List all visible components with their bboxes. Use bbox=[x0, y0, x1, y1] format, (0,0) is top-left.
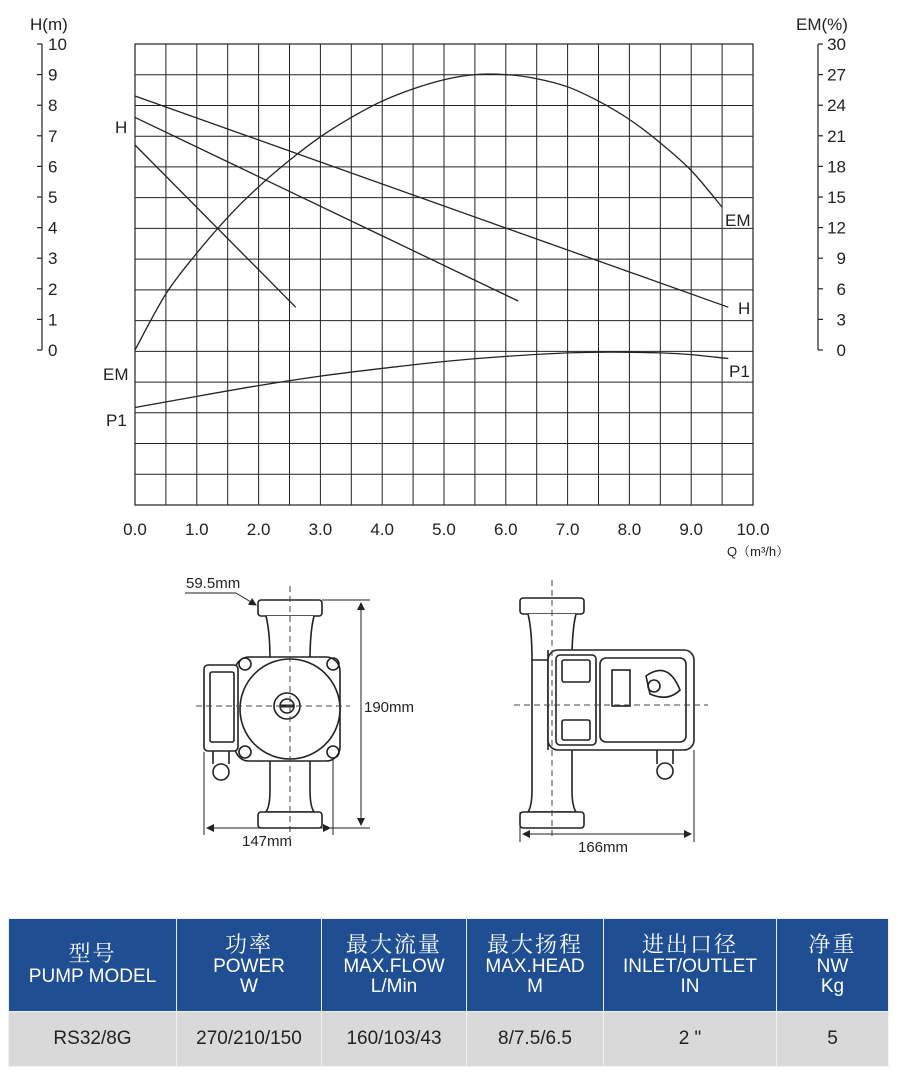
curve-label-h-left: H bbox=[115, 118, 128, 137]
right-axis-tick-label: 18 bbox=[827, 157, 846, 177]
curve-h-medium bbox=[135, 117, 518, 301]
x-axis-title: Q（m³/h） bbox=[727, 544, 790, 559]
left-axis-tick-label: 6 bbox=[48, 157, 58, 177]
dimension-drawings bbox=[0, 560, 898, 860]
spec-table-header-row bbox=[9, 919, 889, 1012]
right-axis-tick-label: 21 bbox=[827, 126, 846, 146]
height-dimension-label: 190mm bbox=[364, 699, 415, 716]
cell-inlet-outlet: 2 " bbox=[604, 1012, 777, 1067]
cell-power: 270/210/150 bbox=[177, 1012, 322, 1067]
right-axis bbox=[818, 35, 846, 360]
chart-grid bbox=[135, 44, 753, 505]
left-axis-tick-label: 3 bbox=[48, 249, 58, 269]
front-width-dimension-label: 147mm bbox=[242, 833, 293, 850]
left-axis-tick-label: 4 bbox=[48, 218, 58, 238]
curve-label-h: H bbox=[738, 299, 751, 318]
curve-em bbox=[135, 74, 722, 350]
x-axis-tick-label: 10.0 bbox=[736, 520, 770, 539]
curve-p1 bbox=[135, 352, 728, 407]
x-axis-tick-label: 0.0 bbox=[123, 520, 147, 539]
curve-label-p1: P1 bbox=[729, 362, 750, 381]
left-axis-tick-label: 5 bbox=[48, 188, 58, 207]
header-power: 功率 POWER W bbox=[177, 919, 322, 1012]
right-axis-tick-label: 12 bbox=[827, 218, 846, 238]
x-axis-tick-label: 6.0 bbox=[493, 520, 518, 539]
header-inlet-outlet: 进出口径 INLET/OUTLET IN bbox=[604, 919, 777, 1012]
right-axis-tick-label: 0 bbox=[836, 341, 846, 360]
right-axis-tick-label: 27 bbox=[827, 65, 846, 85]
curve-label-em: EM bbox=[725, 211, 751, 230]
right-axis-tick-label: 24 bbox=[827, 96, 846, 116]
curve-h-high bbox=[135, 96, 728, 307]
x-axis-tick-label: 3.0 bbox=[308, 520, 333, 539]
front-view-drawing bbox=[204, 600, 340, 828]
cell-max-head: 8/7.5/6.5 bbox=[467, 1012, 604, 1067]
left-axis bbox=[37, 35, 67, 360]
cell-model: RS32/8G bbox=[9, 1012, 177, 1067]
cell-max-flow: 160/103/43 bbox=[322, 1012, 467, 1067]
left-axis-title: H(m) bbox=[30, 15, 68, 34]
right-axis-tick-label: 30 bbox=[827, 35, 846, 54]
left-axis-tick-label: 7 bbox=[48, 126, 58, 146]
spec-table bbox=[8, 918, 889, 1067]
right-axis-tick-label: 15 bbox=[827, 188, 846, 207]
flange-dimension-label: 59.5mm bbox=[186, 575, 241, 592]
curve-label-em-left: EM bbox=[103, 365, 129, 384]
left-axis-tick-label: 10 bbox=[48, 35, 67, 54]
left-axis-tick-label: 1 bbox=[48, 310, 58, 330]
right-axis-tick-label: 3 bbox=[836, 310, 846, 330]
side-view-drawing bbox=[520, 598, 694, 828]
chart-curves bbox=[135, 74, 728, 408]
table-row bbox=[9, 1012, 889, 1067]
header-net-weight: 净重 NW Kg bbox=[777, 919, 889, 1012]
right-axis-title: EM(%) bbox=[796, 15, 848, 34]
header-max-flow: 最大流量 MAX.FLOW L/Min bbox=[322, 919, 467, 1012]
left-axis-tick-label: 9 bbox=[48, 65, 58, 85]
x-axis-tick-label: 1.0 bbox=[184, 520, 209, 539]
x-axis-tick-label: 8.0 bbox=[617, 520, 642, 539]
cell-net-weight: 5 bbox=[777, 1012, 889, 1067]
left-axis-tick-label: 2 bbox=[48, 279, 58, 299]
left-axis-tick-label: 0 bbox=[48, 341, 58, 360]
right-axis-tick-label: 6 bbox=[836, 279, 846, 299]
left-axis-tick-label: 8 bbox=[48, 96, 58, 116]
header-max-head: 最大扬程 MAX.HEAD M bbox=[467, 919, 604, 1012]
right-axis-tick-label: 9 bbox=[836, 249, 846, 269]
x-axis-tick-label: 4.0 bbox=[370, 520, 395, 539]
x-axis-tick-label: 7.0 bbox=[555, 520, 580, 539]
x-axis bbox=[123, 520, 769, 539]
x-axis-tick-label: 2.0 bbox=[246, 520, 271, 539]
curve-label-p1-left: P1 bbox=[106, 411, 127, 430]
x-axis-tick-label: 9.0 bbox=[679, 520, 704, 539]
side-width-dimension-label: 166mm bbox=[578, 839, 629, 856]
curve-h-low bbox=[135, 145, 296, 307]
x-axis-tick-label: 5.0 bbox=[432, 520, 456, 539]
header-pump-model: 型号 PUMP MODEL bbox=[9, 919, 177, 1012]
